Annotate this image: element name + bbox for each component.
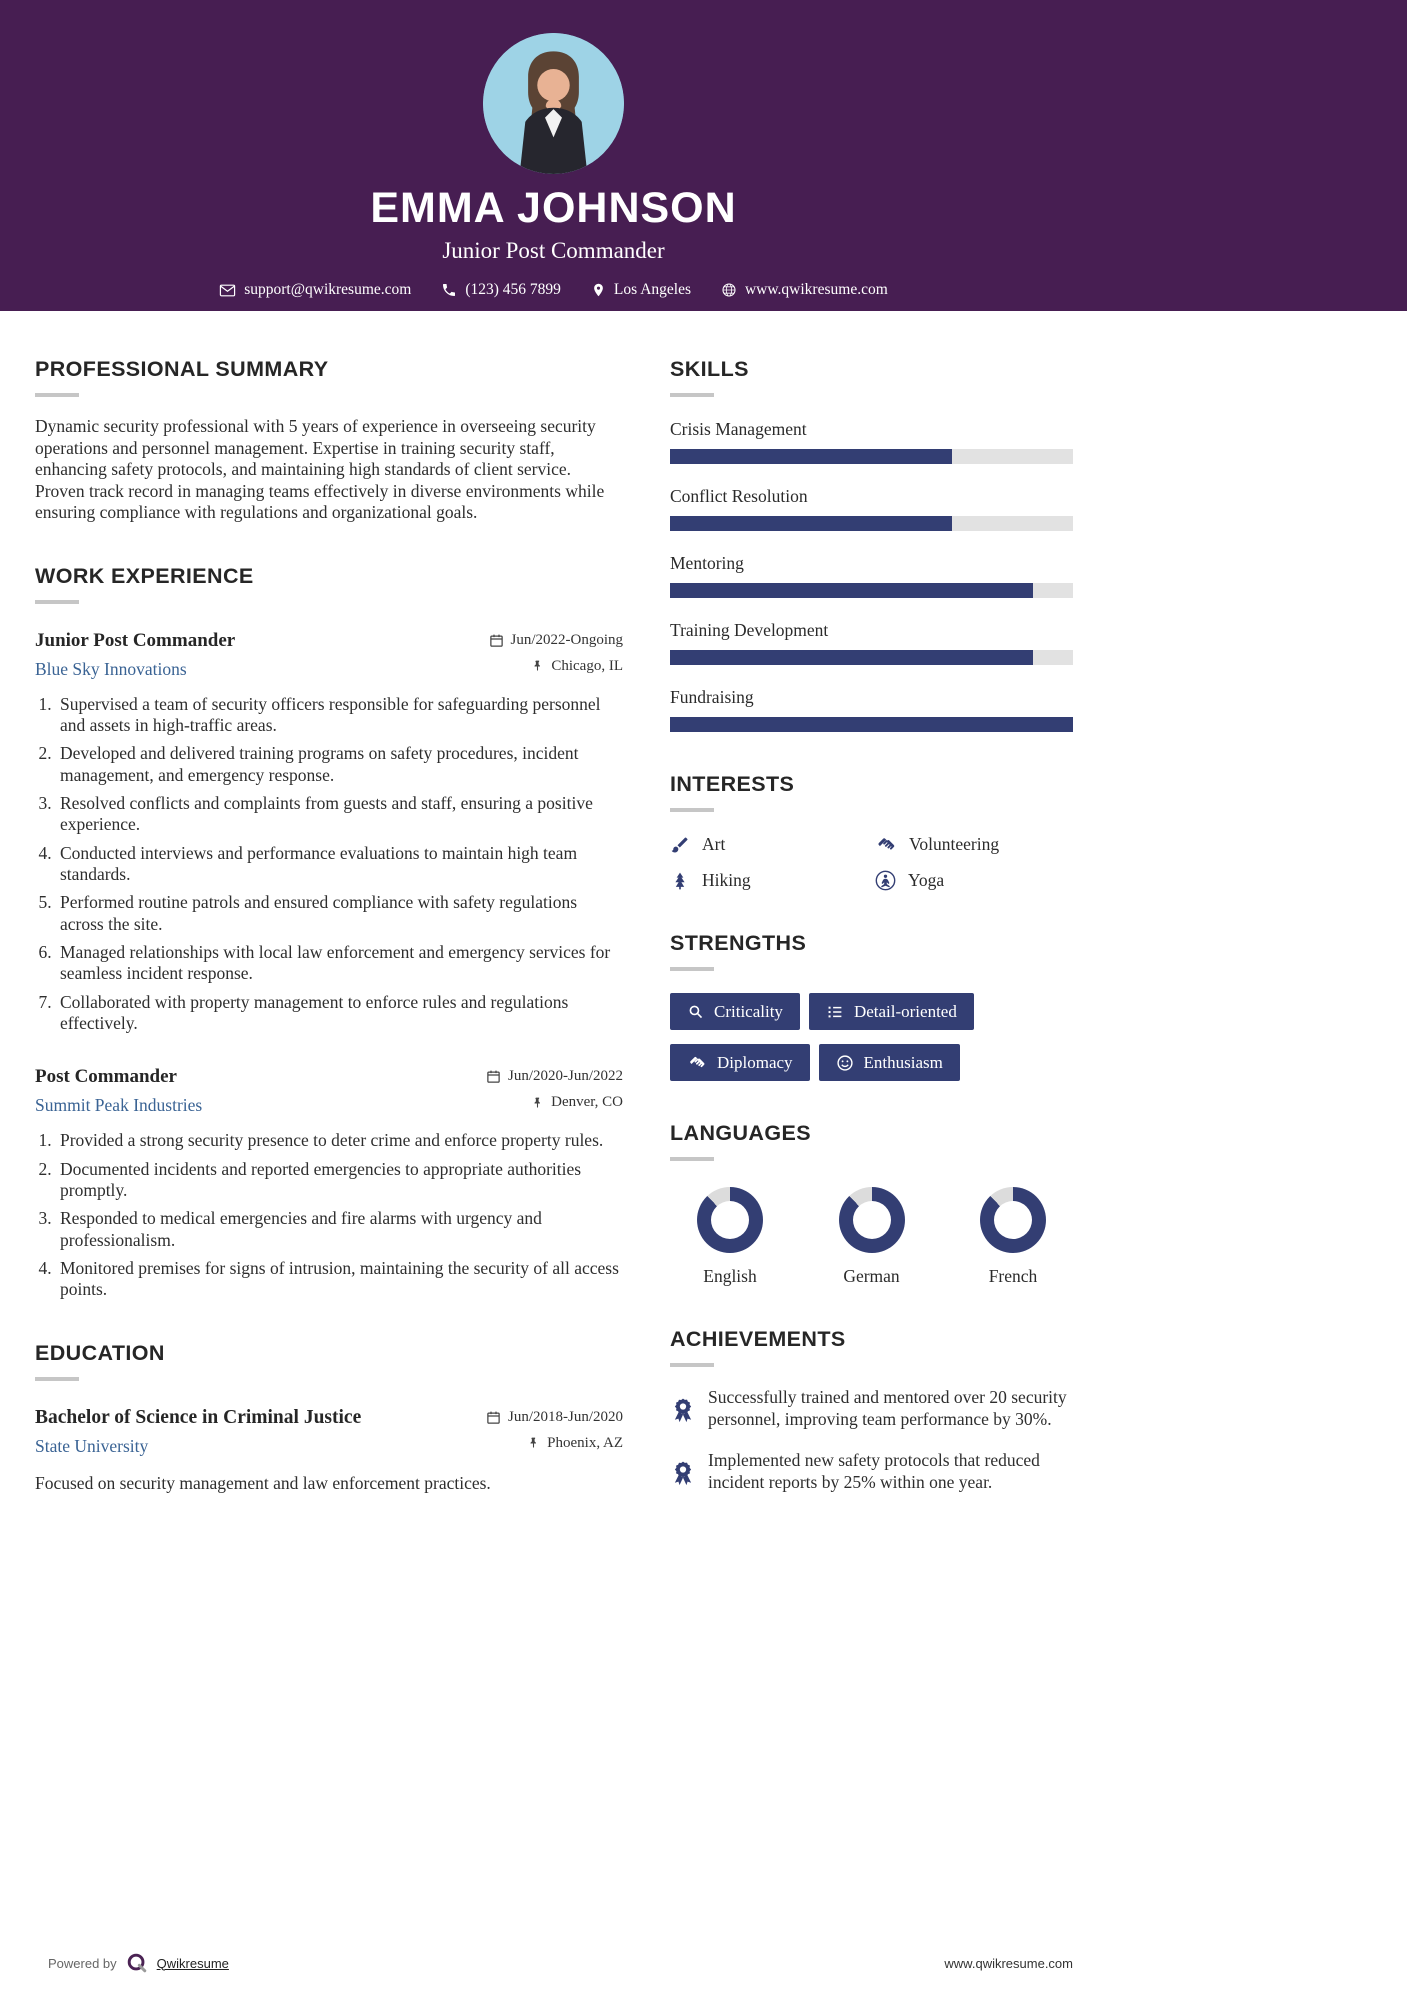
skill-bar-track — [670, 583, 1073, 598]
contact-email-text: support@qwikresume.com — [244, 281, 412, 298]
section-underline — [670, 1157, 714, 1161]
section-underline — [35, 393, 79, 397]
language-item — [963, 1187, 1063, 1287]
skill-bar-fill — [670, 449, 952, 464]
smiley-icon — [836, 1054, 854, 1072]
skill-bar-fill — [670, 583, 1033, 598]
section-underline — [670, 393, 714, 397]
header-band — [0, 0, 1407, 311]
strength-label: Criticality — [714, 1001, 783, 1021]
strength-badge — [809, 993, 974, 1030]
section-heading: ACHIEVEMENTS — [670, 1327, 846, 1351]
section-heading: SKILLS — [670, 357, 749, 381]
skill-item — [670, 687, 1073, 732]
contact-location-text: Los Angeles — [613, 281, 691, 298]
skill-label: Conflict Resolution — [670, 486, 808, 506]
language-donut-chart — [697, 1187, 763, 1253]
contact-email — [219, 281, 411, 299]
job-bullet-list — [35, 694, 623, 1035]
pushpin-icon — [527, 1436, 540, 1450]
section-heading: PROFESSIONAL SUMMARY — [35, 357, 329, 381]
skill-item — [670, 620, 1073, 665]
job-bullet: 6. Managed relationships with local law enforcement and emergency services for seamless incident response. — [56, 942, 623, 985]
skill-item — [670, 553, 1073, 598]
job-title: Junior Post Commander — [35, 629, 236, 651]
contact-website-text: www.qwikresume.com — [744, 281, 888, 298]
education-dates: Jun/2018-Jun/2020 — [507, 1408, 623, 1425]
donut-hole — [711, 1201, 749, 1239]
yoga-icon — [875, 870, 896, 891]
section-heading: LANGUAGES — [670, 1121, 811, 1145]
calendar-icon — [486, 1069, 501, 1084]
qwikresume-logo — [126, 1952, 148, 1974]
pushpin-icon — [531, 659, 544, 673]
job-title: Post Commander — [35, 1066, 177, 1088]
education-entry — [35, 1407, 623, 1494]
job-entry — [35, 630, 623, 1035]
job-bullet: 5. Performed routine patrols and ensured compliance with safety regulations across the site. — [56, 892, 623, 935]
footer-site-url: www.qwikresume.com — [944, 1955, 1073, 1971]
job-dates: Jun/2020-Jun/2022 — [507, 1068, 623, 1085]
company-name: Summit Peak Industries — [35, 1095, 203, 1116]
job-bullet: 2. Developed and delivered training programs on safety procedures, incident management, and emergency response. — [56, 743, 623, 786]
strength-badge — [670, 993, 800, 1030]
medal-icon — [670, 1389, 696, 1430]
job-bullet: 4. Monitored premises for signs of intrusion, maintaining the security of all access points. — [56, 1258, 623, 1301]
job-bullet: 1. Supervised a team of security officers responsible for safeguarding personnel and assets in high-traffic areas. — [56, 694, 623, 737]
strength-badge — [819, 1044, 960, 1081]
volunteering-icon — [875, 835, 897, 855]
contact-phone — [441, 281, 561, 299]
section-interests — [670, 772, 1073, 891]
job-bullet: 1. Provided a strong security presence to deter crime and enforce property rules. — [56, 1130, 623, 1151]
contact-website — [721, 281, 888, 299]
section-heading: WORK EXPERIENCE — [35, 563, 254, 588]
contact-location — [591, 281, 691, 299]
section-achievements — [670, 1327, 1073, 1493]
strength-badge — [670, 1044, 810, 1081]
job-entry — [35, 1066, 623, 1300]
job-bullet: 7. Collaborated with property management to enforce rules and regulations effectively. — [56, 992, 623, 1035]
section-underline — [35, 600, 79, 604]
contact-row — [219, 281, 888, 299]
skill-bar-fill — [670, 717, 1073, 732]
section-professional-summary — [35, 357, 623, 524]
medal-icon — [670, 1452, 696, 1493]
job-location: Chicago, IL — [551, 657, 623, 674]
search-icon — [687, 1003, 704, 1020]
skill-label: Fundraising — [670, 687, 754, 707]
paintbrush-icon — [670, 835, 690, 855]
contact-phone-text: (123) 456 7899 — [465, 281, 561, 298]
job-bullet: 4. Conducted interviews and performance evaluations to maintain high team standards. — [56, 843, 623, 886]
interest-item — [875, 834, 1073, 855]
achievement-text: Successfully trained and mentored over 20 security personnel, improving team performance by 30%. — [708, 1387, 1067, 1429]
section-heading: STRENGTHS — [670, 931, 807, 955]
language-item — [680, 1187, 780, 1287]
job-bullet: 3. Resolved conflicts and complaints from guests and staff, ensuring a positive experience. — [56, 793, 623, 836]
section-work-experience — [35, 564, 623, 1301]
location-pin-icon — [591, 282, 606, 298]
summary-text: Dynamic security professional with 5 years of experience in overseeing security operations and personnel management. Expertise in training security staff, enhancing safety protocols, and maintaining high standards of client service. Proven track record in managing teams effectively in diverse environments while ensuring compliance with regulations and organizational goals. — [35, 416, 605, 523]
skill-label: Training Development — [670, 620, 829, 640]
section-underline — [670, 967, 714, 971]
section-underline — [670, 1363, 714, 1367]
section-heading: EDUCATION — [35, 1340, 165, 1365]
skill-bar-fill — [670, 650, 1033, 665]
section-strengths — [670, 931, 1073, 1081]
qwikresume-link[interactable]: Qwikresume — [156, 1955, 229, 1971]
education-location: Phoenix, AZ — [547, 1434, 623, 1451]
company-name: Blue Sky Innovations — [35, 658, 187, 679]
handshake-icon — [687, 1054, 707, 1072]
email-icon — [219, 282, 236, 299]
powered-by-label: Powered by — [48, 1955, 117, 1971]
calendar-icon — [489, 633, 504, 648]
globe-icon — [721, 282, 737, 298]
section-heading: INTERESTS — [670, 772, 795, 796]
skill-bar-fill — [670, 516, 952, 531]
donut-hole — [853, 1201, 891, 1239]
job-location: Denver, CO — [551, 1094, 623, 1111]
strength-label: Diplomacy — [717, 1052, 793, 1072]
language-donut-chart — [980, 1187, 1046, 1253]
job-bullet: 2. Documented incidents and reported emergencies to appropriate authorities promptly. — [56, 1159, 623, 1202]
skill-item — [670, 486, 1073, 531]
achievement-item — [670, 1387, 1073, 1430]
footer — [0, 1952, 1107, 1974]
calendar-icon — [486, 1410, 501, 1425]
language-donut-chart — [839, 1187, 905, 1253]
skill-label: Mentoring — [670, 553, 744, 573]
education-note: Focused on security management and law enforcement practices. — [35, 1472, 491, 1493]
tree-icon — [670, 871, 690, 891]
interest-item — [670, 870, 875, 891]
skill-bar-track — [670, 717, 1073, 732]
language-label: English — [703, 1266, 757, 1286]
school-name: State University — [35, 1435, 149, 1456]
person-title: Junior Post Commander — [442, 238, 665, 263]
pushpin-icon — [531, 1096, 544, 1110]
language-label: French — [988, 1266, 1038, 1286]
skill-bar-track — [670, 516, 1073, 531]
section-education — [35, 1341, 623, 1494]
interest-label: Volunteering — [909, 834, 1000, 854]
list-icon — [826, 1003, 844, 1021]
achievement-item — [670, 1450, 1073, 1493]
language-label: German — [843, 1266, 900, 1286]
interest-label: Hiking — [702, 870, 751, 890]
degree-title: Bachelor of Science in Criminal Justice — [35, 1406, 362, 1428]
job-bullet: 3. Responded to medical emergencies and fire alarms with urgency and professionalism. — [56, 1208, 623, 1251]
profile-photo — [483, 33, 624, 174]
job-bullet-list — [35, 1130, 623, 1300]
section-underline — [670, 808, 714, 812]
skill-label: Crisis Management — [670, 419, 807, 439]
achievement-text: Implemented new safety protocols that reduced incident reports by 25% within one year. — [708, 1450, 1040, 1492]
interest-label: Art — [702, 834, 726, 854]
strength-label: Detail-oriented — [853, 1001, 957, 1021]
language-item — [822, 1187, 922, 1287]
section-skills — [670, 357, 1073, 732]
section-underline — [35, 1377, 79, 1381]
section-languages — [670, 1121, 1073, 1287]
skill-bar-track — [670, 449, 1073, 464]
person-name: EMMA JOHNSON — [370, 184, 737, 232]
interest-item — [670, 834, 875, 855]
job-dates: Jun/2022-Ongoing — [510, 631, 623, 648]
phone-icon — [441, 282, 457, 298]
skill-bar-track — [670, 650, 1073, 665]
donut-hole — [994, 1201, 1032, 1239]
interest-item — [875, 870, 1073, 891]
skill-item — [670, 419, 1073, 464]
strength-label: Enthusiasm — [863, 1052, 943, 1072]
interest-label: Yoga — [908, 870, 945, 890]
